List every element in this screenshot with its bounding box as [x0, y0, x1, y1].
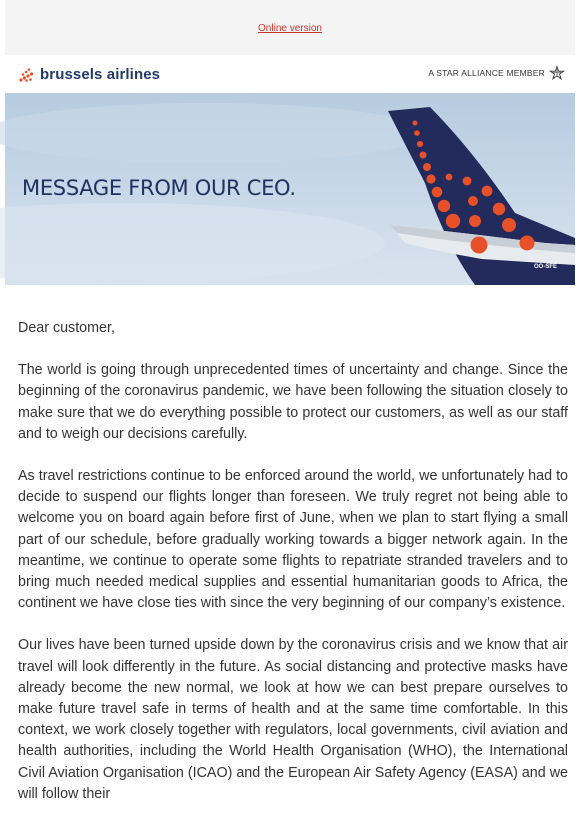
hero-banner — [5, 93, 575, 285]
preheader-bar — [5, 0, 575, 55]
online-version-link[interactable]: Online version — [258, 23, 322, 34]
brand-header — [5, 55, 575, 93]
letter-paragraph-1: The world is going through unprecedented times of uncertainty and change. Since the beginning of the coronavirus pandemic, we have been following the situation closely to make sure that we do everything possible to protect our customers, as well as our staff and to weigh our decisions carefully. — [18, 362, 568, 442]
logo-text: brussels airlines — [40, 65, 161, 83]
letter-paragraph-3: Our lives have been turned upside down by the coronavirus crisis and we know that air travel will look differently in the future. As social distancing and protective masks have already become the new normal, we look at how we can best prepare ourselves to make future travel safe in terms of health and at the same time comfortable. In this context, we work closely together with regulators, local governments, civil aviation and health authorities, including the World Health Organisation (WHO), the International Civil Aviation Organisation (ICAO) and the European Air Safety Agency (EASA) and we will follow their — [18, 637, 568, 802]
hero-title: MESSAGE FROM OUR CEO. — [22, 176, 296, 200]
letter-body — [18, 318, 568, 826]
logo-dots-icon — [18, 65, 36, 83]
star-alliance-icon — [549, 66, 565, 80]
aircraft-registration: OO-SFE — [534, 264, 558, 270]
letter-greeting: Dear customer, — [18, 320, 115, 336]
letter-paragraph-2: As travel restrictions continue to be enforced around the world, we unfortunately had to decide to suspend our flights longer than foreseen. We truly regret not being able to welcome you on board again before first of June, when we plan to start flying a small part of our schedule, before gradually working towards a bigger network again. In the meantime, we continue to operate some flights to repatriate stranded travelers and to bring much needed medical supplies and essential humanitarian goods to Africa, the continent we have close ties with since the very beginning of our company’s existence. — [18, 468, 568, 612]
star-alliance-badge — [428, 66, 565, 80]
alliance-text: A STAR ALLIANCE MEMBER — [428, 68, 545, 78]
brussels-airlines-logo[interactable] — [18, 64, 160, 84]
